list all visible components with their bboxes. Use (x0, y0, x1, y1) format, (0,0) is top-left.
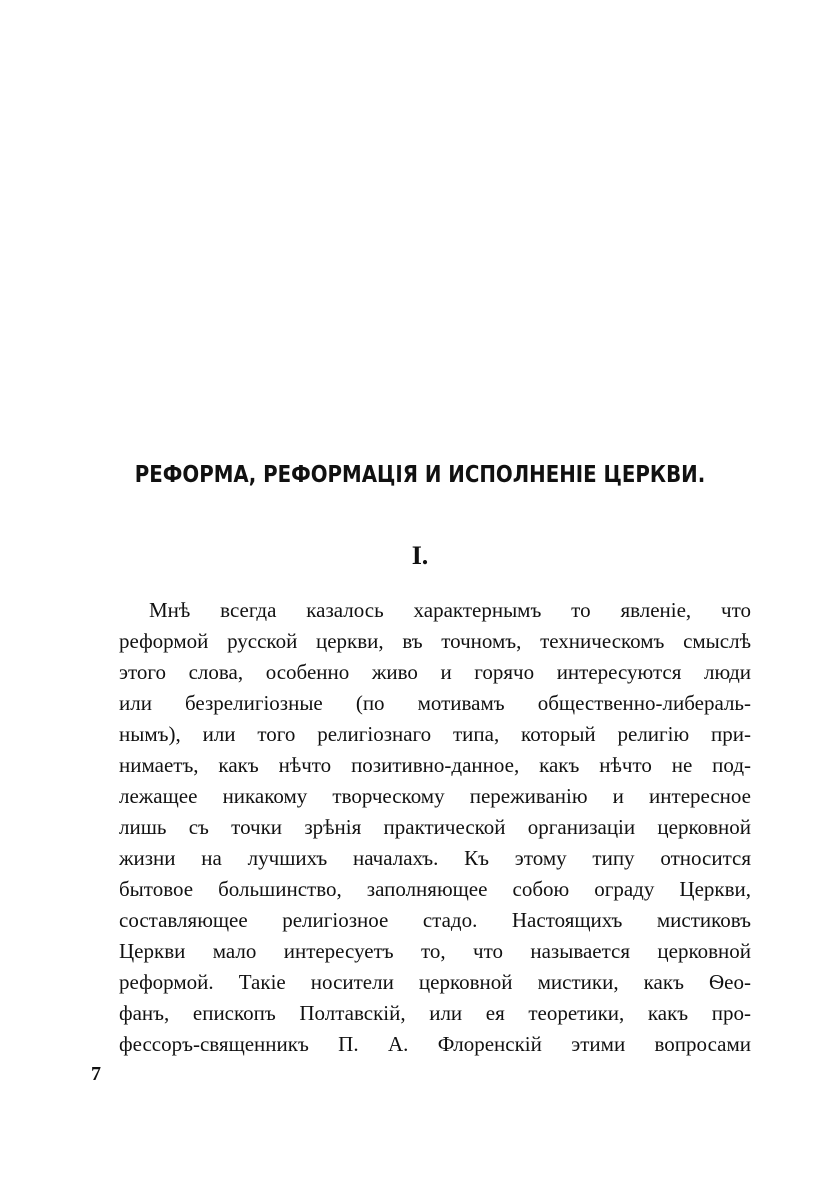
section-number: I. (411, 541, 429, 570)
text-line: лишь съ точки зрѣнія практической организаціи церковной (119, 815, 751, 839)
text-line: реформой русской церкви, въ точномъ, техническомъ смыслѣ (119, 629, 751, 653)
text-line: фессоръ-священникъ П. А. Флоренскій этими вопросами (119, 1032, 751, 1056)
text-line: лежащее никакому творческому переживанію и интересное (119, 784, 751, 808)
text-line: жизни на лучшихъ началахъ. Къ этому типу относится (119, 846, 751, 870)
body-paragraph (119, 595, 751, 1060)
text-line: Церкви мало интересуетъ то, что называется церковной (119, 939, 751, 963)
text-line: составляющее религіозное стадо. Настоящихъ мистиковъ (119, 908, 751, 932)
text-line: этого слова, особенно живо и горячо интересуются люди (119, 660, 751, 684)
page-number: 7 (91, 1063, 101, 1085)
text-line: нимаетъ, какъ нѣчто позитивно-данное, какъ нѣчто не под- (119, 753, 751, 777)
text-line: или безрелигіозные (по мотивамъ общественно-либераль- (119, 691, 751, 715)
chapter-title: РЕФОРМА, РЕФОРМАЦІЯ И ИСПОЛНЕНІЕ ЦЕРКВИ. (134, 462, 706, 488)
text-line: реформой. Такіе носители церковной мистики, какъ Ѳео- (119, 970, 751, 994)
text-line: нымъ), или того религіознаго типа, который религію при- (119, 722, 751, 746)
text-line: бытовое большинство, заполняющее собою ограду Церкви, (119, 877, 751, 901)
text-line: Мнѣ всегда казалось характернымъ то явленіе, что (149, 598, 751, 622)
text-line: фанъ, епископъ Полтавскій, или ея теоретики, какъ про- (119, 1001, 751, 1025)
